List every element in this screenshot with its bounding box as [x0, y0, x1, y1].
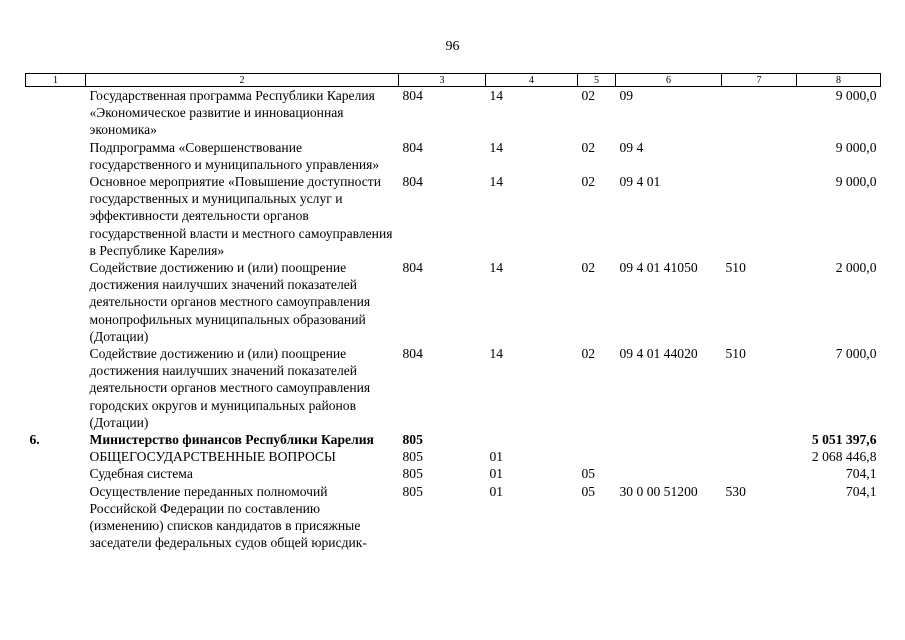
row-expense-type: [722, 448, 797, 465]
table-row: [26, 431, 881, 448]
row-name: Осуществление переданных полномочий Российской Федерации по составлению (изменению) списков кандидатов в присяжные заседатели федеральных судов общей юрисдик-: [89, 483, 367, 551]
row-ministry-code: 804: [402, 174, 423, 190]
row-ministry-code: 804: [402, 346, 423, 362]
row-expense-type: [722, 173, 797, 259]
row-section-code: 14: [489, 174, 504, 190]
row-target-article: 09 4: [619, 139, 644, 155]
row-section-code: [486, 431, 578, 448]
table-row: [26, 345, 881, 431]
column-header: 1: [26, 74, 86, 87]
row-name: Подпрограмма «Совершенствование государственного и муниципального управления»: [89, 139, 380, 172]
row-section-code: 14: [489, 139, 504, 155]
row-section-code: 01: [489, 483, 504, 499]
row-amount: 7 000,0: [835, 346, 877, 362]
table-row: [26, 483, 881, 552]
row-name: Содействие достижению и (или) поощрение достижения наилучших значений показателей деятельности органов местного самоуправления монопрофильных муниципальных образований (Дотации): [89, 260, 371, 344]
column-header: 7: [722, 74, 797, 87]
row-expense-type: [722, 139, 797, 173]
table-row: [26, 259, 881, 345]
row-index: [26, 345, 86, 431]
table-row: [26, 173, 881, 259]
row-amount: 9 000,0: [835, 139, 877, 155]
row-target-article: [616, 465, 722, 482]
page-number: 96: [445, 39, 460, 54]
row-amount: 9 000,0: [835, 174, 877, 190]
row-name: ОБЩЕГОСУДАРСТВЕННЫЕ ВОПРОСЫ: [89, 449, 336, 465]
row-name: Министерство финансов Республики Карелия: [89, 432, 374, 448]
row-index: [26, 483, 86, 552]
row-name: Судебная система: [89, 466, 193, 482]
row-section-code: 14: [489, 346, 504, 362]
row-subsection-code: [578, 448, 616, 465]
row-subsection-code: 02: [581, 260, 596, 276]
row-subsection-code: [578, 431, 616, 448]
row-amount: 704,1: [845, 466, 877, 482]
row-target-article: [616, 431, 722, 448]
column-header: 4: [486, 74, 578, 87]
column-header: 5: [578, 74, 616, 87]
row-amount: 2 068 446,8: [811, 449, 877, 465]
table-body: [26, 87, 881, 552]
row-section-code: 14: [489, 88, 504, 103]
column-header: 8: [797, 74, 881, 87]
row-index: [26, 448, 86, 465]
column-header: 6: [616, 74, 722, 87]
row-ministry-code: 804: [402, 88, 423, 103]
row-ministry-code: 804: [402, 260, 423, 276]
row-expense-type: 510: [725, 260, 746, 276]
row-amount: 2 000,0: [835, 260, 877, 276]
row-target-article: [616, 448, 722, 465]
column-header: 2: [86, 74, 399, 87]
row-index: [26, 173, 86, 259]
row-section-code: 14: [489, 260, 504, 276]
row-name: Содействие достижению и (или) поощрение достижения наилучших значений показателей деятельности органов местного самоуправления городских округов и муниципальных районов (Дотации): [89, 346, 371, 430]
row-ministry-code: 805: [402, 449, 423, 465]
row-section-code: 01: [489, 449, 504, 465]
row-subsection-code: 02: [581, 174, 596, 190]
row-amount: 704,1: [845, 483, 877, 499]
budget-table: [25, 73, 881, 551]
row-name: Основное мероприятие «Повышение доступности государственных и муниципальных услуг и эффективности деятельности органов государственной власти и местного самоуправления в Республике Карелия»: [89, 174, 393, 258]
row-subsection-code: 05: [581, 483, 596, 499]
row-target-article: 09: [619, 88, 634, 103]
row-ministry-code: 805: [402, 466, 423, 482]
row-target-article: 30 0 00 51200: [619, 483, 698, 499]
row-ministry-code: 805: [402, 483, 423, 499]
row-expense-type: 510: [725, 346, 746, 362]
table-row: [26, 465, 881, 482]
row-ministry-code: 805: [402, 432, 423, 448]
row-index: [26, 259, 86, 345]
row-expense-type: [722, 431, 797, 448]
row-expense-type: [722, 87, 797, 139]
column-header: 3: [399, 74, 486, 87]
row-ministry-code: 804: [402, 139, 423, 155]
table-row: [26, 139, 881, 173]
row-expense-type: 530: [725, 483, 746, 499]
row-target-article: 09 4 01 44020: [619, 346, 698, 362]
row-amount: 5 051 397,6: [811, 432, 877, 448]
column-number-row: [26, 74, 881, 87]
table-row: [26, 87, 881, 139]
table-row: [26, 448, 881, 465]
row-subsection-code: 02: [581, 88, 596, 103]
row-index: [26, 139, 86, 173]
row-subsection-code: 02: [581, 346, 596, 362]
row-amount: 9 000,0: [835, 88, 877, 103]
row-index: [26, 465, 86, 482]
row-index: [26, 87, 86, 139]
row-subsection-code: 02: [581, 139, 596, 155]
row-subsection-code: 05: [581, 466, 596, 482]
row-name: Государственная программа Республики Карелия «Экономическое развитие и инновационная экономика»: [89, 88, 375, 138]
row-target-article: 09 4 01: [619, 174, 661, 190]
row-index: 6.: [29, 432, 40, 448]
row-section-code: 01: [489, 466, 504, 482]
row-expense-type: [722, 465, 797, 482]
row-target-article: 09 4 01 41050: [619, 260, 698, 276]
